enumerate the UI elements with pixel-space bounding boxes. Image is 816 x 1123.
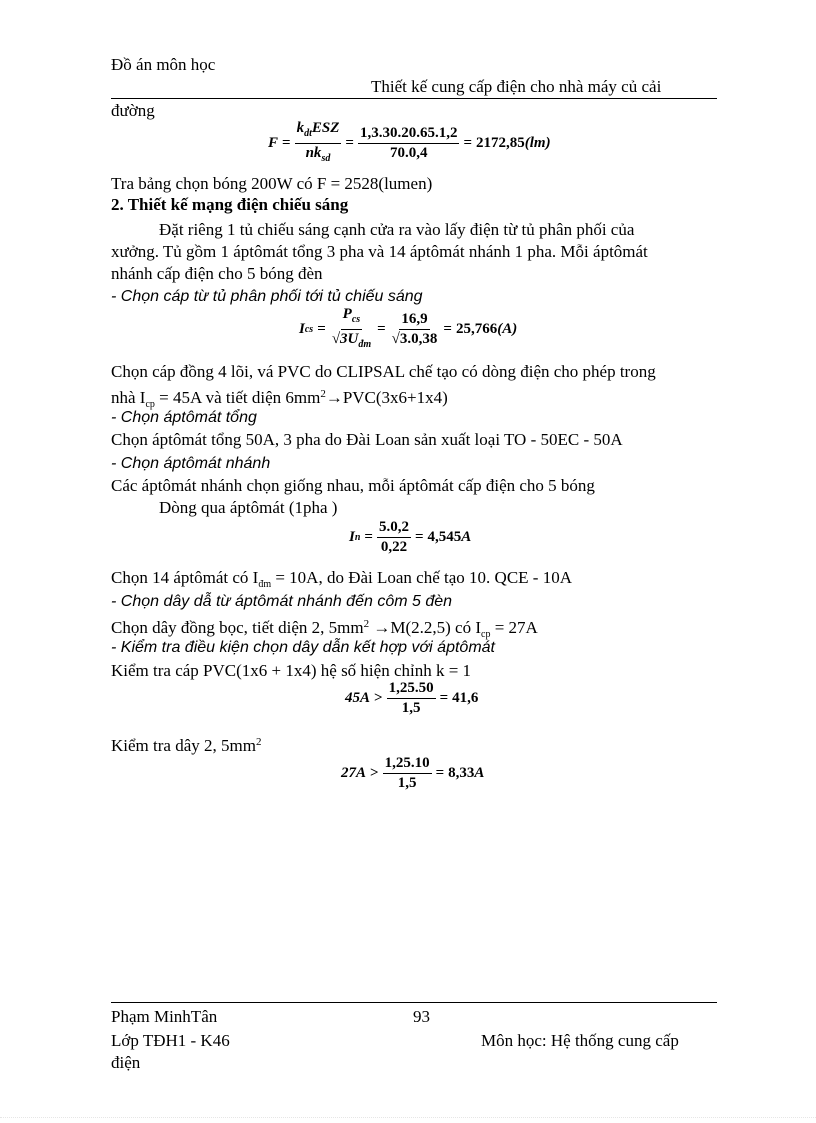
paragraph-line-2: xưởng. Tủ gồm 1 áptômát tổng 3 pha và 14 áptômát nhánh 1 pha. Mỗi áptômát [111,242,648,261]
text-chon-14: Chọn 14 áptômát có $I_{đm} = 10A$, do Đài Loan chế tạo 10. QCE - 10A [111,568,572,590]
equation-branch-current: I n = $\frac{5.0,2}{0,22}$ = 4,545 A [349,519,472,555]
italic-chon-day: - Chọn dây dẫ từ áptômát nhánh đến côm 5 đèn [111,593,453,610]
text-duong: đường [111,101,155,120]
italic-chon-tong: - Chọn áptômát tổng [111,409,257,426]
footer-subject: Môn học: Hệ thống cung cấp [481,1031,679,1050]
header-left: Đồ án môn học [111,55,216,74]
footer-subject-cont: điện [111,1053,141,1072]
text-tong-line: Chọn áptômát tổng 50A, 3 pha do Đài Loan sản xuất loại TO - 50EC - 50A [111,430,623,449]
page-bottom-dotted-edge [0,1117,816,1118]
text-cap-line-2: nhà $I_{cp} = 45A$ và tiết diện $6mm^2\to PVC(3x6+1x4)$ [111,388,448,410]
header-right: Thiết kế cung cấp điện cho nhà máy củ cải [371,77,662,96]
equation-luminous-flux: F = $\frac{k_{dt}ESZ}{nk_{sd}}$ = $\frac{1,3.30.20.65.1,2}{70.0,4}$ = 2172,85 (lm) [268,120,551,164]
text-kiem-tra-cap: Kiểm tra cáp PVC(1x6 + 1x4) hệ số hiện chỉnh k = 1 [111,661,472,680]
italic-chon-nhanh: - Chọn áptômát nhánh [111,455,271,472]
header-rule [111,98,717,99]
footer-rule [111,1002,717,1003]
italic-kiem-tra: - Kiểm tra điều kiện chọn dây dẫn kết hợp với áptômát [111,639,495,656]
text-nhanh-line: Các áptômát nhánh chọn giống nhau, mỗi áptômát cấp điện cho 5 bóng [111,476,595,495]
equation-check-cable: 45A > $\frac{1,25.50}{1,5}$ = 41,6 [345,680,479,716]
section-heading-2: 2. Thiết kế mạng điện chiếu sáng [111,195,349,214]
equation-check-wire: 27A > $\frac{1,25.10}{1,5}$ = 8,33 A [341,755,485,791]
text-kiem-tra-day: Kiểm tra dây 2, $5mm^2$ [111,736,262,755]
paragraph-line-3: nhánh cấp điện cho 5 bóng đèn [111,264,323,283]
text-cap-line-1: Chọn cáp đồng 4 lõi, vá PVC do CLIPSAL chế tạo có dòng điện cho phép trong [111,362,656,381]
footer-author: Phạm MinhTân [111,1007,218,1026]
text-tra-bang: Tra bảng chọn bóng 200W có F = 2528(lumen) [111,174,433,193]
italic-chon-cap: - Chọn cáp từ tủ phân phối tới tủ chiếu sáng [111,288,423,305]
footer-class: Lớp TĐH1 - K46 [111,1031,230,1050]
text-dong-qua: Dòng qua áptômát (1pha ) [159,498,338,517]
paragraph-line-1: Đặt riêng 1 tủ chiếu sáng cạnh cửa ra vào lấy điện từ tủ phân phối của [159,220,635,239]
equation-current-cs: I cs = $\frac{P_{cs}}{√3U_{đm}}$ = $\frac{16,9}{√3.0,38}$ = 25,766 (A) [299,306,518,350]
text-day-line: Chọn dây đồng bọc, tiết diện 2, $5mm^2 \to M(2.2,5)$ có $I_{cp} = 27A$ [111,618,538,640]
footer-page-number: 93 [413,1007,430,1026]
